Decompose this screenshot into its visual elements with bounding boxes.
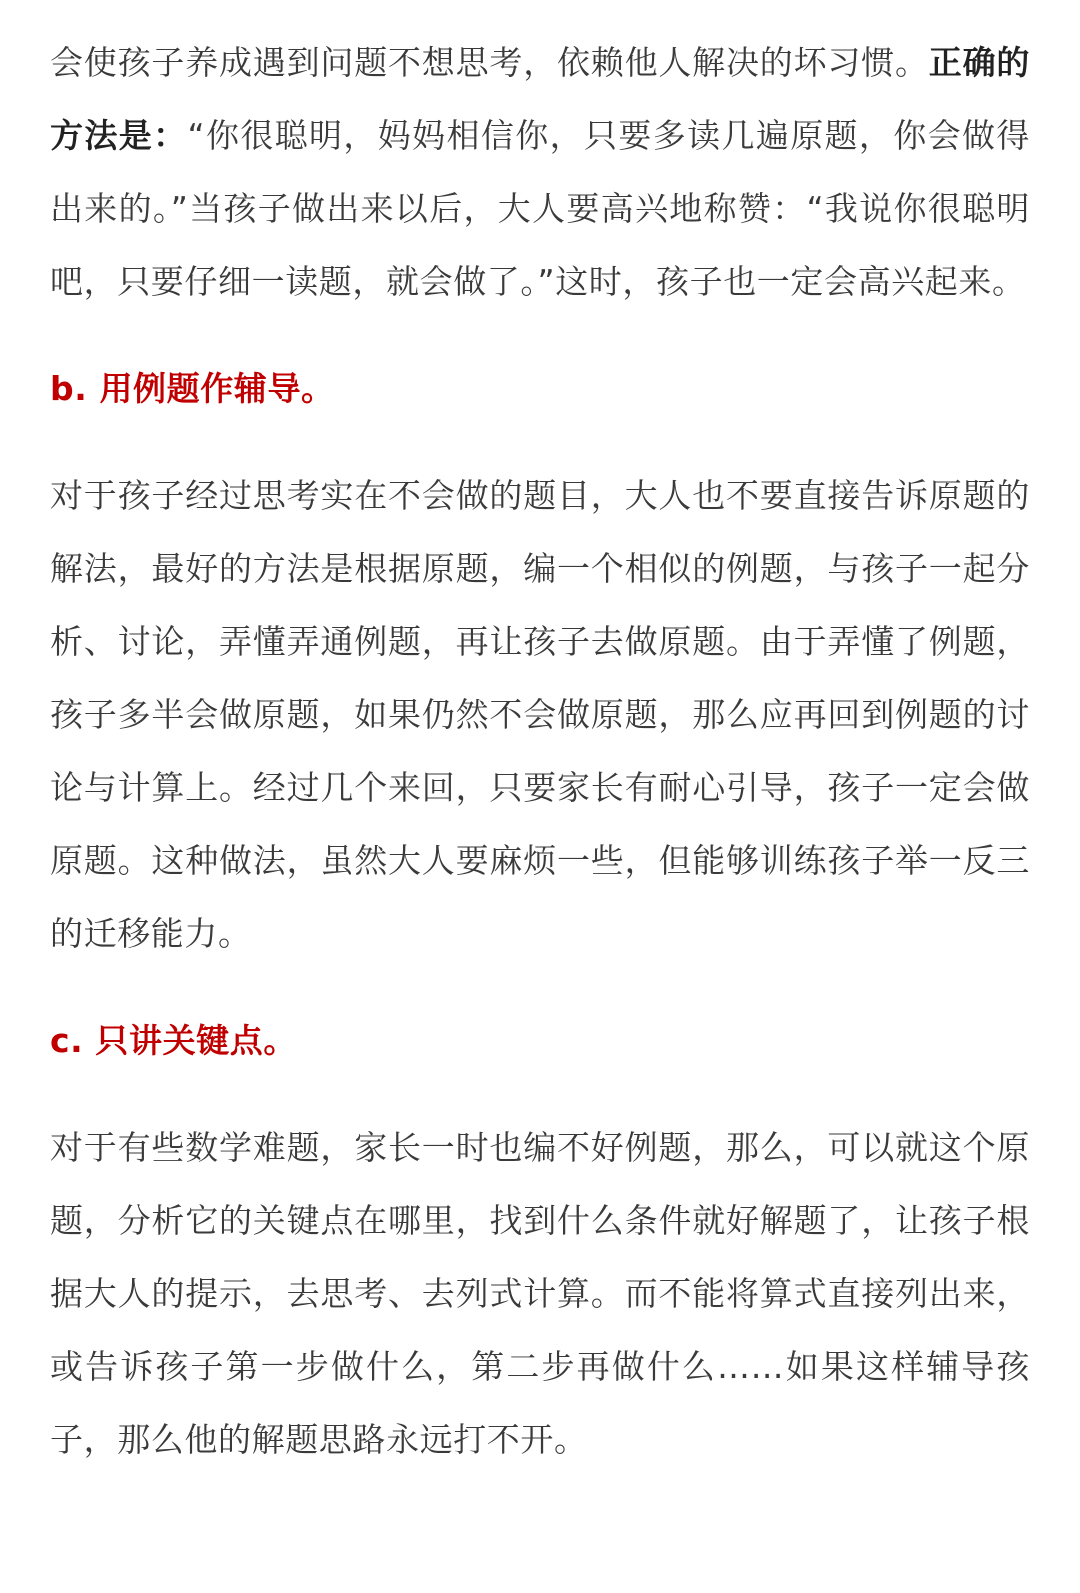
intro-paragraph — [50, 26, 1030, 318]
intro-text-before: 会使孩子养成遇到问题不想思考，依赖他人解决的坏习惯。 — [50, 43, 929, 82]
section-b-heading: b. 用例题作辅导。 — [50, 369, 335, 408]
spacer — [50, 970, 1030, 1004]
intro-text-after: “你很聪明，妈妈相信你，只要多读几遍原题，你会做得出来的。”当孩子做出来以后，大人要高兴地称赞：“我说你很聪明吧，只要仔细一读题，就会做了。”这时，孩子也一定会高兴起来。 — [50, 116, 1030, 301]
spacer — [50, 425, 1030, 459]
section-c-heading: c. 只讲关键点。 — [50, 1021, 297, 1060]
section-c-paragraph: 对于有些数学难题，家长一时也编不好例题，那么，可以就这个原题，分析它的关键点在哪里，找到什么条件就好解题了，让孩子根据大人的提示，去思考、去列式计算。而不能将算式直接列出来，或告诉孩子第一步做什么，第二步再做什么……如果这样辅导孩子，那么他的解题思路永远打不开。 — [50, 1128, 1030, 1459]
article-body — [50, 26, 1030, 1476]
intro-bold-phrase: 正确的方法是： — [50, 43, 1030, 155]
spacer — [50, 1077, 1030, 1111]
spacer — [50, 318, 1030, 352]
section-b-paragraph: 对于孩子经过思考实在不会做的题目，大人也不要直接告诉原题的解法，最好的方法是根据原题，编一个相似的例题，与孩子一起分析、讨论，弄懂弄通例题，再让孩子去做原题。由于弄懂了例题，孩子多半会做原题，如果仍然不会做原题，那么应再回到例题的讨论与计算上。经过几个来回，只要家长有耐心引导，孩子一定会做原题。这种做法，虽然大人要麻烦一些，但能够训练孩子举一反三的迁移能力。 — [50, 476, 1030, 953]
